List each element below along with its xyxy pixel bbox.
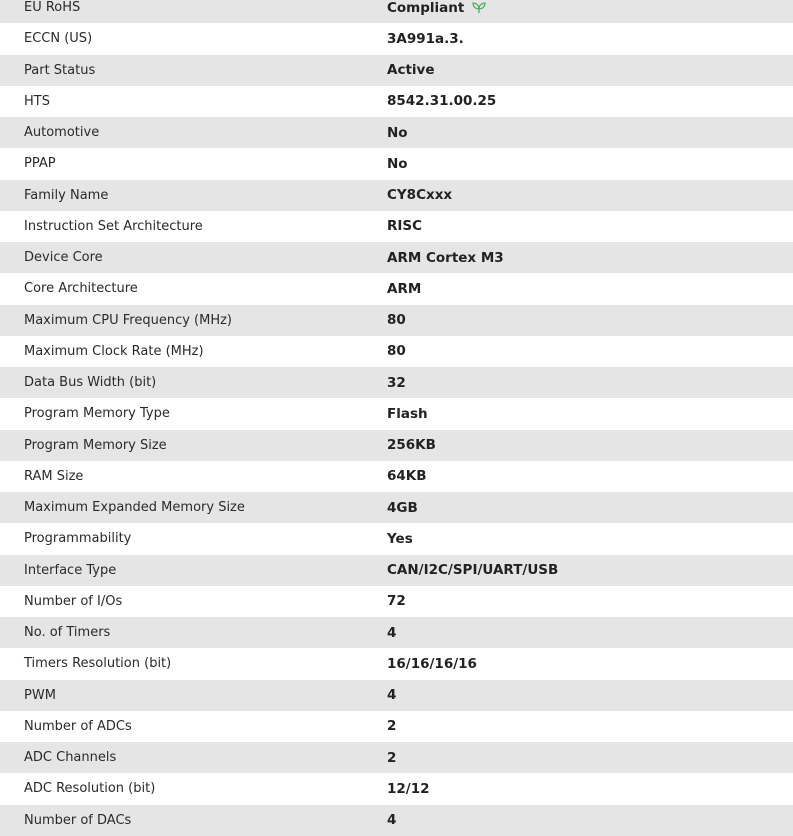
spec-value: 16/16/16/16 [387,655,477,672]
spec-label: PWM [24,687,56,703]
spec-row-ppap [0,148,793,179]
spec-label: HTS [24,93,50,109]
spec-row-program-memory-size [0,430,793,461]
spec-row-device-core [0,242,793,273]
spec-row-no-of-timers [0,617,793,648]
spec-value: RISC [387,218,423,235]
spec-row-core-architecture [0,273,793,304]
spec-row-number-of-adcs [0,711,793,742]
spec-row-program-memory-type [0,398,793,429]
spec-row-max-expanded-memory [0,492,793,523]
spec-label: Maximum Expanded Memory Size [24,500,245,516]
spec-value: 2 [387,749,397,766]
spec-row-eccn [0,23,793,54]
spec-label: Data Bus Width (bit) [24,375,157,391]
spec-row-part-status [0,55,793,86]
spec-value: 2 [387,718,397,735]
spec-row-programmability [0,523,793,554]
spec-label: ECCN (US) [24,31,93,47]
spec-label: Instruction Set Architecture [24,218,203,234]
spec-row-isa [0,211,793,242]
spec-row-ram-size [0,461,793,492]
spec-value: No [387,155,408,172]
spec-value: Flash [387,405,428,422]
spec-row-hts [0,86,793,117]
spec-label: ADC Channels [24,750,117,766]
spec-label: Number of DACs [24,812,132,828]
spec-label: Timers Resolution (bit) [24,656,172,672]
spec-label: Interface Type [24,562,117,578]
spec-value: 32 [387,374,406,391]
spec-value: 72 [387,593,406,610]
spec-value: 64KB [387,468,427,485]
spec-label: Part Status [24,62,96,78]
spec-value: Yes [387,530,413,547]
spec-row-pwm [0,680,793,711]
spec-value: 80 [387,312,406,329]
spec-label: Maximum Clock Rate (MHz) [24,343,204,359]
spec-value: CAN/I2C/SPI/UART/USB [387,562,559,579]
spec-label: Program Memory Size [24,437,167,453]
spec-value: ARM [387,280,422,297]
spec-label: Core Architecture [24,281,138,297]
spec-value: 4GB [387,499,418,516]
spec-value: 4 [387,624,397,641]
spec-value-container [387,0,793,16]
spec-label: Device Core [24,250,103,266]
spec-row-family-name [0,180,793,211]
spec-row-max-cpu-frequency [0,305,793,336]
spec-value: 8542.31.00.25 [387,93,497,110]
spec-label: No. of Timers [24,625,111,641]
spec-row-adc-channels [0,742,793,773]
spec-row-number-of-dacs [0,805,793,836]
spec-value: 12/12 [387,780,430,797]
spec-label: Family Name [24,187,109,203]
spec-label: Program Memory Type [24,406,170,422]
spec-value: 4 [387,812,397,829]
spec-row-data-bus-width [0,367,793,398]
leaf-icon [472,2,486,14]
spec-row-number-of-ios [0,586,793,617]
spec-value: 256KB [387,437,436,454]
spec-row-max-clock-rate [0,336,793,367]
spec-row-interface-type [0,555,793,586]
spec-value: ARM Cortex M3 [387,249,504,266]
spec-label: Number of I/Os [24,593,123,609]
spec-value: CY8Cxxx [387,187,453,204]
spec-label: Number of ADCs [24,718,132,734]
spec-value: 4 [387,687,397,704]
spec-label: Maximum CPU Frequency (MHz) [24,312,232,328]
spec-value: No [387,124,408,141]
spec-row-adc-resolution [0,773,793,804]
spec-label: Programmability [24,531,132,547]
spec-value: Active [387,62,435,79]
spec-row-timers-resolution [0,648,793,679]
spec-label: PPAP [24,156,56,172]
spec-label: RAM Size [24,468,84,484]
spec-label: ADC Resolution (bit) [24,781,156,797]
spec-value: 3A991a.3. [387,30,464,47]
spec-row-automotive [0,117,793,148]
spec-label: EU RoHS [24,0,81,16]
spec-row-eu-rohs [0,0,793,23]
spec-value: 80 [387,343,406,360]
spec-value: Compliant [387,0,465,16]
spec-label: Automotive [24,125,100,141]
